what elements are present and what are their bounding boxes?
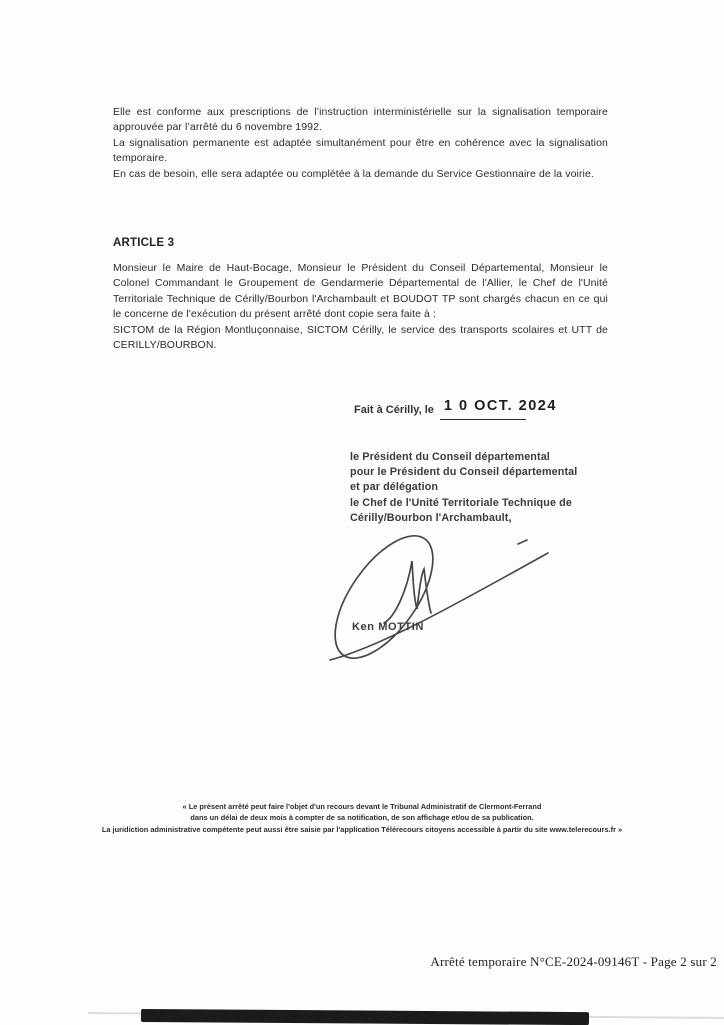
paragraph: Elle est conforme aux prescriptions de l’instruction interministérielle sur la signalisation temporaire approuvée par l’arrêté du 6 novembre 1992. — [113, 106, 608, 134]
legal-notice-line: dans un délai de deux mois à compter de sa notification, de son affichage et/ou de sa publication. — [190, 813, 534, 823]
article-3-heading: ARTICLE 3 — [113, 237, 175, 249]
paragraph: Monsieur le Maire de Haut-Bocage, Monsieur le Président du Conseil Départemental, Monsieur le Colonel Commandant le Groupement de Gendarmerie Départemental de l'Allier, le Chef de l'Unité Territoriale Technique de Cérilly/Bourbon l'Archambault et BOUDOT TP sont chargés chacun en ce qui le concerne de l'exécution du présent arrêté dont copie sera faite à : — [113, 262, 608, 321]
date-stamp-area — [440, 398, 561, 417]
legal-notice-line: « Le présent arrêté peut faire l'objet d'un recours devant le Tribunal Administratif de Clermont-Ferrand — [182, 802, 542, 811]
handwritten-signature-icon — [300, 525, 560, 675]
signatory-title: le Chef de l'Unité Territoriale Technique de — [350, 496, 572, 509]
paragraph: SICTOM de la Région Montluçonnaise, SICTOM Cérilly, le service des transports scolaires et UTT de CERILLY/BOURBON. — [113, 323, 608, 352]
page-reference: Arrêté temporaire N°CE-2024-09146T - Page 2 sur 2 — [430, 954, 717, 969]
signatory-title: le Président du Conseil départemental — [350, 451, 550, 463]
signer-name: Ken MOTTIN — [352, 621, 424, 633]
date-stamp: 1 0 OCT. 2024 — [443, 398, 557, 414]
paragraph: La signalisation permanente est adaptée simultanément pour être en cohérence avec la signalisation temporaire. — [113, 136, 608, 165]
signatory-title: et par délégation — [350, 481, 439, 494]
signatory-title: Cérilly/Bourbon l'Archambault, — [350, 511, 512, 524]
signatory-title: pour le Président du Conseil départemental — [350, 466, 578, 479]
intro-paragraphs — [113, 105, 608, 182]
legal-notice-line: La juridiction administrative compétente peut aussi être saisie par l'application Télérecours citoyens accessible à partir du site www.telerecours.fr » — [101, 824, 623, 834]
signatory-title-block — [350, 450, 615, 526]
article-3-body — [113, 261, 608, 353]
legal-notice — [0, 801, 724, 835]
date-underline — [440, 419, 526, 420]
place-date-label: Fait à Cérilly, le — [354, 404, 434, 416]
scan-edge-artifact-bar — [141, 1009, 589, 1025]
paragraph: En cas de besoin, elle sera adaptée ou complétée à la demande du Service Gestionnaire de la voirie. — [113, 167, 594, 180]
place-date-line — [354, 398, 561, 417]
